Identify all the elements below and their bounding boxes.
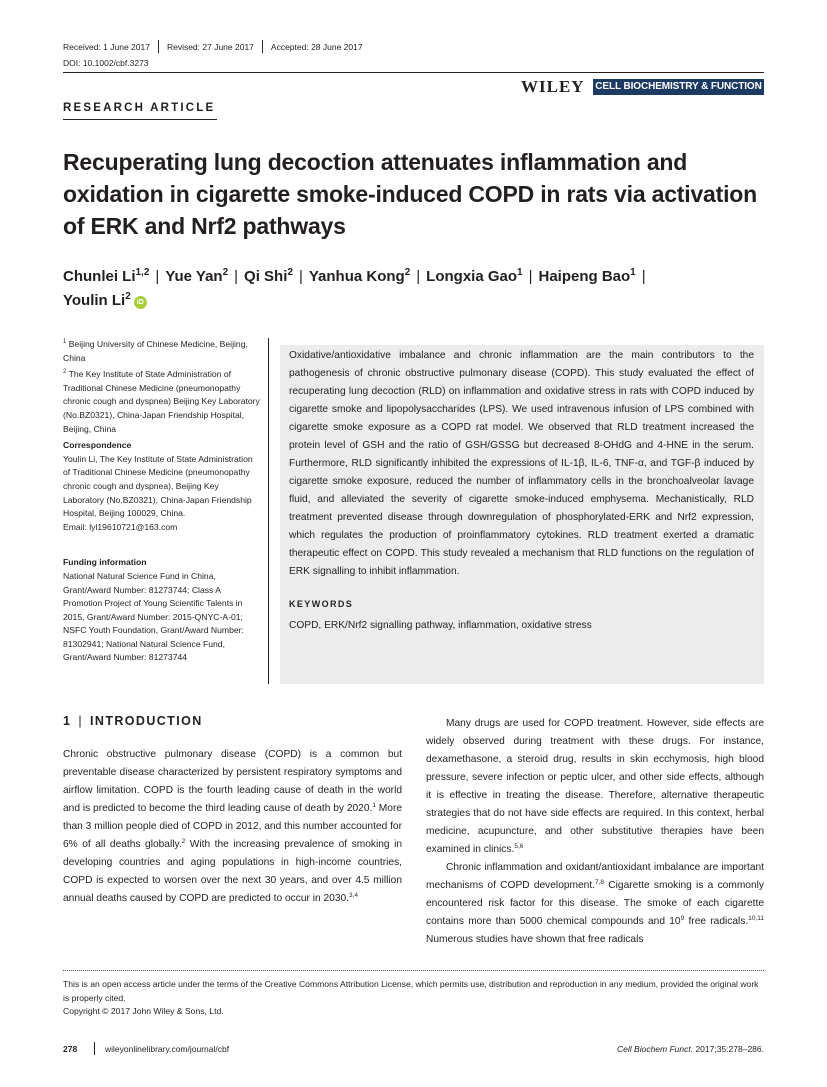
abstract: Oxidative/antioxidative imbalance and chronic inflammation are the main contributors to the pathogenesis of chronic obstructive pulmonary disease (COPD). This study evaluated the effect of recuperating lung decoction (RLD) on inflammation and oxidative stress in rats with COPD induced by cigarette smoke and lipopolysaccharides (LPS). We used intravenous infusion of LPS combined with cigarette smoke exposure as a COPD rat model. We observed that RLD treatment increased the protein level of GSH and the ratio of GSH/GSSG but decreased 8-OHdG and 4-HNE in the serum. Furthermore, RLD significantly inhibited the expressions of IL-1β, IL-6, TNF-α, and TGF-β induced by cigarette smoke exposure, reduced the number of inflammatory cells in the bronchoalveolar lavage fluid, and alleviated the severity of cigarette smoke-induced emphysema. Mechanistically, RLD treatment prevented disease through downregulation of phosphorylated-ERK and Nrf2 expression, which regulates the production of proinflammatory cytokines. RLD treatment exerted a dramatic therapeutic effect on COPD. This study revealed a mechanism that RLD functions on the regulation of ERK signalling to inhibit inflammation. bbox=[289, 350, 754, 577]
date-separator bbox=[158, 40, 159, 53]
section-heading-introduction: 1 | INTRODUCTION bbox=[63, 714, 203, 728]
article-type: RESEARCH ARTICLE bbox=[63, 102, 216, 114]
correspondence-email[interactable]: Email: lyl19610721@163.com bbox=[63, 521, 178, 532]
date-separator bbox=[262, 40, 263, 53]
author[interactable]: Longxia Gao$^1$ bbox=[426, 267, 523, 285]
license-text: This is an open access article under the terms of the Creative Commons Attribution License, which permits use, distribution and reproduction in any medium, provided the original work is properly cited. bbox=[63, 979, 759, 1003]
correspondence-heading: Correspondence bbox=[63, 440, 132, 451]
footnote-divider bbox=[63, 970, 764, 971]
accepted-date: Accepted: 28 June 2017 bbox=[270, 41, 363, 52]
funding-text: National Natural Science Fund in China, Grant/Award Number: 81273744; Class A Promotion Project of Young Scientific Talents in 2015, Grant/Award Number: 2015-QNYC-A-01; NSFC Youth Foundation, Grant/Award Number: 81302941; National Natural Science Fund, Grant/Award Number: 81273744 bbox=[63, 570, 244, 663]
affiliation-2: $^2$ The Key Institute of State Administration of Traditional Chinese Medicine (pneumonopathy chronic cough and dyspnea) Beijing Key Laboratory (No.BZ0321), China-Japan Friendship Hospital, Beijing, China bbox=[63, 369, 260, 434]
affiliation-1: $^1$ Beijing University of Chinese Medicine, Beijing, China bbox=[63, 339, 248, 363]
journal-url[interactable]: wileyonlinelibrary.com/journal/cbf bbox=[105, 1044, 230, 1054]
author[interactable]: Youlin Li$^2$ bbox=[63, 291, 131, 309]
correspondence-text: Youlin Li, The Key Institute of State Administration of Traditional Chinese Medicine (pneumonopathy chronic cough and dyspnea), Beijing Key Laboratory (No.BZ0321), China-Japan Friendship Hospital, Beijing 100029, China. bbox=[63, 453, 253, 519]
article-title: Recuperating lung decoction attenuates inflammation and oxidation in cigarette smoke-induced COPD in rats via activation of ERK and Nrf2 pathways bbox=[63, 149, 757, 239]
body-column-left bbox=[63, 746, 402, 908]
revised-date: Revised: 27 June 2017 bbox=[166, 41, 254, 52]
keywords-heading: KEYWORDS bbox=[289, 599, 354, 609]
received-date: Received: 1 June 2017 bbox=[63, 41, 150, 52]
article-type-underline bbox=[63, 119, 217, 120]
header-rule bbox=[63, 72, 764, 73]
publisher-logo: WILEY bbox=[521, 77, 585, 96]
author[interactable]: Qi Shi$^2$ bbox=[244, 267, 293, 285]
citation-ref[interactable]: 7,8 bbox=[595, 879, 605, 886]
citation-ref[interactable]: 5,6 bbox=[514, 843, 524, 850]
citation-ref[interactable]: 1 bbox=[372, 802, 376, 809]
funding-heading: Funding information bbox=[63, 557, 147, 568]
intro-paragraph-3: Chronic inflammation and oxidant/antioxidant imbalance are important mechanisms of COPD development.$^{7,8}$ Cigarette smoking is a commonly encountered risk factor for this disease. The smoke of each cigarette contains more than 5000 chemical compounds and $10^9$ free radicals.$^{10,11}$ Numerous studies have shown that free radicals bbox=[426, 862, 765, 945]
author[interactable]: Chunlei Li$^{1,2}$ bbox=[63, 267, 150, 285]
author[interactable]: Haipeng Bao$^1$ bbox=[538, 267, 636, 285]
footnote bbox=[63, 978, 764, 1019]
journal-name-badge: CELL BIOCHEMISTRY & FUNCTION bbox=[593, 79, 764, 95]
orcid-icon[interactable]: iD bbox=[134, 296, 147, 309]
publication-dates bbox=[63, 40, 363, 53]
body-column-right bbox=[426, 715, 764, 949]
citation-ref[interactable]: 3,4 bbox=[349, 892, 359, 899]
author[interactable]: Yue Yan$^2$ bbox=[165, 267, 229, 285]
doi[interactable]: DOI: 10.1002/cbf.3273 bbox=[63, 58, 149, 68]
page-citation: Cell Biochem Funct. 2017;35:278–286. bbox=[617, 1044, 764, 1054]
author[interactable]: Yanhua Kong$^2$ bbox=[308, 267, 411, 285]
citation-ref[interactable]: 2 bbox=[181, 838, 186, 845]
keywords: COPD, ERK/Nrf2 signalling pathway, inflammation, oxidative stress bbox=[289, 620, 592, 631]
footer-separator bbox=[94, 1042, 95, 1055]
intro-paragraph-1: Chronic obstructive pulmonary disease (COPD) is a common but preventable disease characterized by persistent respiratory symptoms and airflow limitation. COPD is the fourth leading cause of death in the world and is predicted to become the third leading cause of death by 2020.$^1$ More than 3 million people died of COPD in 2012, and this number accounted for 6% of all deaths globally.$^2$ With the increasing prevalence of smoking in developing countries and aging populations in high-income countries, COPD is expected to worsen over the next 30 years, and over 4.5 million annual deaths caused by COPD are predicted to occur in 2030.$^{3,4}$ bbox=[63, 749, 403, 904]
citation-ref[interactable]: 10,11 bbox=[748, 915, 765, 922]
page-number: 278 bbox=[63, 1044, 78, 1054]
affiliations-column bbox=[63, 338, 261, 665]
copyright-text: Copyright © 2017 John Wiley & Sons, Ltd. bbox=[63, 1006, 224, 1016]
column-divider bbox=[268, 338, 269, 684]
intro-paragraph-2: Many drugs are used for COPD treatment. However, side effects are widely observed during treatment with these drugs. For instance, dexamethasone, a steroid drug, results in skin ecchymosis, high blood pressure, severe infection or peptic ulcer, and other side effects, although it is effective in treating the disease. Therefore, alternative therapeutic strategies that do not have side effects are required. In this context, herbal medicine, acupuncture, and other substitutive therapies have been examined in clinics.$^{5,6}$ bbox=[426, 718, 764, 855]
author-list: Chunlei Li$^{1,2}$ | Yue Yan$^2$ | Qi Shi$^2$ | Yanhua Kong$^2$ | Longxia Gao$^1$ | Haipeng Bao$^1$ | Youlin Li$^2$iD bbox=[63, 267, 646, 309]
